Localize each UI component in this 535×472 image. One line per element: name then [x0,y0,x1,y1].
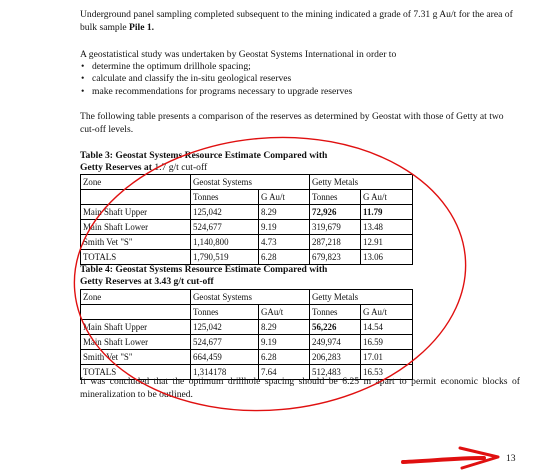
table-cell: 206,283 [310,350,361,365]
column-header-grade: G Au/t [361,190,413,205]
conclusion-paragraph: It was concluded that the optimum drillhole spacing should be 6.25 m apart to permit economic blocks of mineralization to be outlined. [80,376,520,400]
list-item: • determine the optimum drillhole spacing; [80,61,352,73]
table4-caption-line1: Table 4: Geostat Systems Resource Estimate Compared with [80,264,328,275]
annotation-ellipse [63,121,477,426]
table3-caption-line1: Table 3: Geostat Systems Resource Estimate Compared with [80,150,328,161]
table-cell: 4.73 [259,235,310,250]
column-header-zone: Zone [81,290,191,305]
table-cell: Main Shaft Lower [81,220,191,235]
pile-label: Pile 1. [129,21,155,33]
table-cell: Main Shaft Lower [81,335,191,350]
column-header-tonnes: Tonnes [310,305,361,320]
table-cell: 287,218 [310,235,361,250]
annotation-arrow [403,458,484,462]
column-header-tonnes: Tonnes [191,305,259,320]
table-cell: 6.28 [259,250,310,265]
column-header-getty: Getty Metals [310,290,413,305]
table-cell: 319,679 [310,220,361,235]
table-cell: Smith Vet "S" [81,235,191,250]
table-cell: 1,790,519 [191,250,259,265]
table-cell: 11.79 [361,205,413,220]
intro-text: Underground panel sampling completed subsequent to the mining indicated a grade of 7.31 g Au/t for the area of bulk sample [80,9,513,33]
column-header-grade: GAu/t [259,305,310,320]
geostat-paragraph: A geostatistical study was undertaken by Geostat Systems International in order to [80,49,397,60]
column-header-geostat: Geostat Systems [191,175,310,190]
table-cell: 16.53 [361,365,413,380]
table-cell: 12.91 [361,235,413,250]
table-cell: 72,926 [310,205,361,220]
table-cell: 1,140,800 [191,235,259,250]
column-header-grade: G Au/t [361,305,413,320]
table4-caption-bold: Getty Reserves at [80,275,155,287]
column-header-zone: Zone [81,175,191,190]
table-cell: 512,483 [310,365,361,380]
comparison-paragraph: The following table presents a comparison of the reserves as determined by Geostat with those of Getty at two cut-off levels. [80,111,504,135]
table3-caption-cutoff: 1.7 g/t cut-off [154,161,208,173]
table-cell: 14.54 [361,320,413,335]
table-cell: 679,823 [310,250,361,265]
list-item: • calculate and classify the in-situ geological reserves [80,73,352,85]
table-cell: 16.59 [361,335,413,350]
table-cell: TOTALS [81,250,191,265]
table-cell: 125,042 [191,205,259,220]
table-cell: 6.28 [259,350,310,365]
table-cell: 1,314178 [191,365,259,380]
table3-caption-bold: Getty Reserves at [80,161,155,173]
table-cell: 524,677 [191,335,259,350]
list-item: • make recommendations for programs necessary to upgrade reserves [80,86,352,98]
table-cell: TOTALS [81,365,191,380]
table-cell: 56,226 [310,320,361,335]
table-cell: Main Shaft Upper [81,320,191,335]
column-header-tonnes: Tonnes [310,190,361,205]
column-header-tonnes: Tonnes [191,190,259,205]
column-header-grade: G Au/t [259,190,310,205]
table-cell: 17.01 [361,350,413,365]
column-header-getty: Getty Metals [310,175,413,190]
table-cell: 8.29 [259,205,310,220]
table-cell: 13.48 [361,220,413,235]
table-cell: 9.19 [259,220,310,235]
table-cell: 9.19 [259,335,310,350]
table-cell: Smith Vet "S" [81,350,191,365]
table-cell: 8.29 [259,320,310,335]
table4-caption-cutoff: 3.43 g/t cut-off [154,275,214,287]
table-cell: 249,974 [310,335,361,350]
table-cell: 125,042 [191,320,259,335]
column-header-geostat: Geostat Systems [191,290,310,305]
table-cell: 7.64 [259,365,310,380]
table-cell: Main Shaft Upper [81,205,191,220]
table-cell: 664,459 [191,350,259,365]
page-number: 13 [506,453,516,464]
table-cell: 13.06 [361,250,413,265]
table-cell: 524,677 [191,220,259,235]
